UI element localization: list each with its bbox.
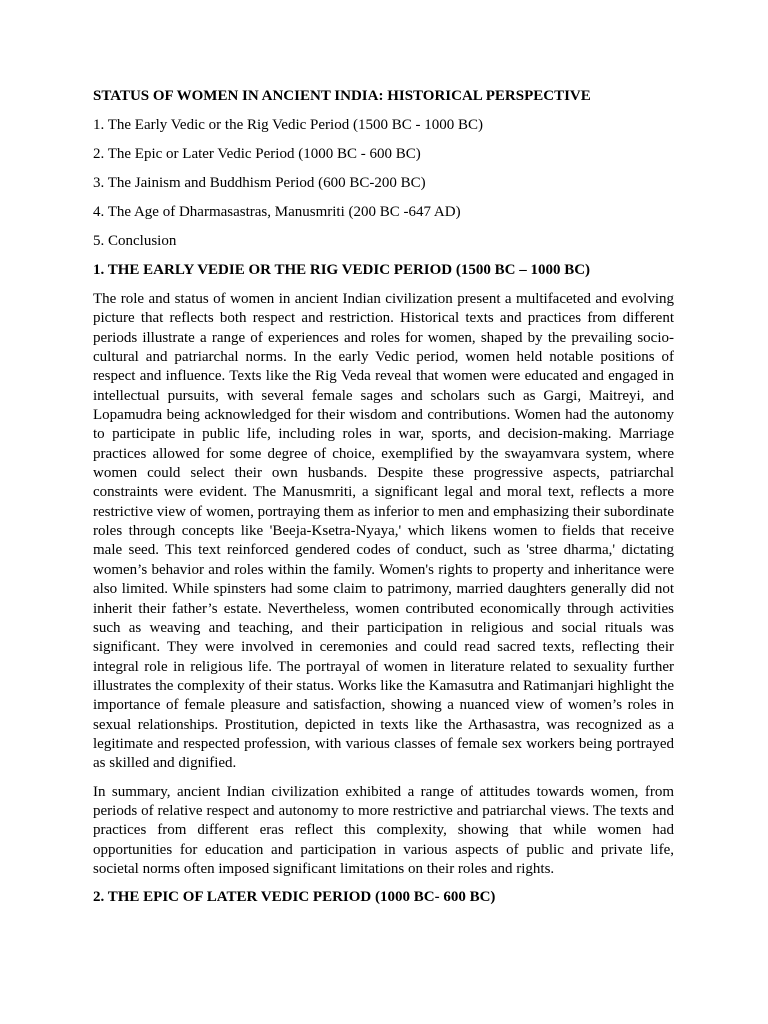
- toc-item-3: 3. The Jainism and Buddhism Period (600 BC-200 BC): [93, 175, 426, 191]
- document-page: [93, 87, 674, 917]
- toc-item-2: 2. The Epic or Later Vedic Period (1000 BC - 600 BC): [93, 146, 421, 162]
- document-title: STATUS OF WOMEN IN ANCIENT INDIA: HISTORICAL PERSPECTIVE: [93, 88, 591, 104]
- toc-item-1: 1. The Early Vedic or the Rig Vedic Period (1500 BC - 1000 BC): [93, 117, 483, 133]
- toc-item-4: 4. The Age of Dharmasastras, Manusmriti (200 BC -647 AD): [93, 204, 461, 220]
- section-1-paragraph-1: The role and status of women in ancient Indian civilization present a multifaceted and evolving picture that reflects both respect and restriction. Historical texts and practices from different periods illustrate a range of experiences and roles for women, shaped by the prevailing socio-cultural and patriarchal norms. In the early Vedic period, women held notable positions of respect and influence. Texts like the Rig Veda reveal that women were educated and engaged in intellectual pursuits, with several female sages and scholars such as Gargi, Maitreyi, and Lopamudra being acknowledged for their wisdom and contributions. Women had the autonomy to participate in public life, including roles in war, sports, and decision-making. Marriage practices allowed for some degree of choice, exemplified by the swayamvara system, where women could select their own husbands. Despite these progressive aspects, patriarchal constraints were evident. The Manusmriti, a significant legal and moral text, reflects a more restrictive view of women, portraying them as inferior to men and emphasizing their subordinate roles through concepts like 'Beeja-Ksetra-Nyaya,' which likens women to fields that receive male seed. This text reinforced gendered codes of conduct, such as 'stree dharma,' dictating women’s behavior and roles within the family. Women's rights to property and inheritance were also limited. While spinsters had some claim to patrimony, married daughters generally did not inherit their father’s estate. Nevertheless, women contributed economically through activities such as weaving and teaching, and their participation in religious and social rituals was significant. They were involved in ceremonies and could read sacred texts, reflecting their integral role in religious life. The portrayal of women in literature related to sexuality further illustrates the complexity of their status. Works like the Kamasutra and Ratimanjari highlight the importance of female pleasure and satisfaction, showing a nuanced view of women’s roles in sexual relationships. Prostitution, depicted in texts like the Arthasastra, was recognized as a legitimate and respected profession, with various classes of female sex workers being portrayed as skilled and dignified.: [93, 291, 674, 772]
- section-1-paragraph-2: In summary, ancient Indian civilization exhibited a range of attitudes towards women, from periods of relative respect and autonomy to more restrictive and patriarchal views. The texts and practices from different eras reflect this complexity, showing that while women had opportunities for education and participation in various aspects of public and private life, societal norms often imposed significant limitations on their roles and rights.: [93, 783, 674, 877]
- section-1-heading: 1. THE EARLY VEDIE OR THE RIG VEDIC PERIOD (1500 BC – 1000 BC): [93, 262, 591, 278]
- section-2-heading: 2. THE EPIC OF LATER VEDIC PERIOD (1000 BC- 600 BC): [93, 889, 496, 906]
- toc-item-5: 5. Conclusion: [93, 233, 177, 249]
